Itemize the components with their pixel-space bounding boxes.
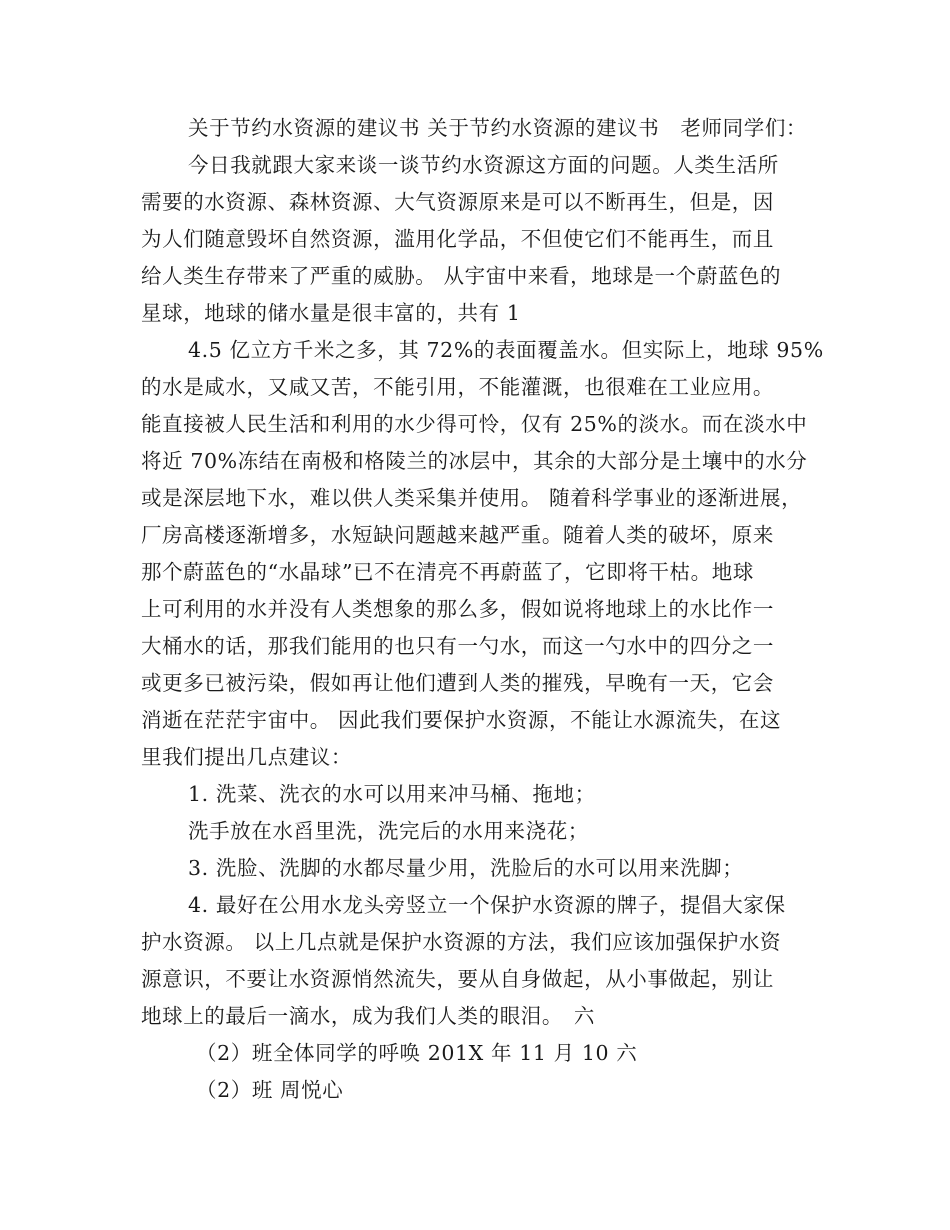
text-line: 地球上的最后一滴水，成为我们人类的眼泪。 六 (141, 1004, 595, 1028)
text-line: 4.5 亿立方千米之多，其 72%的表面覆盖水。但实际上，地球 95% (188, 338, 824, 362)
text-line: 给人类生存带来了严重的威胁。 从宇宙中来看，地球是一个蔚蓝色的 (141, 264, 782, 288)
text-line: 将近 70%冻结在南极和格陵兰的冰层中，其余的大部分是土壤中的水分 (141, 449, 808, 473)
suggestion-item-4: 4. 最好在公用水龙头旁竖立一个保护水资源的牌子，提倡大家保 (188, 893, 786, 917)
suggestion-item-2: 洗手放在水舀里洗，洗完后的水用来浇花； (188, 819, 589, 843)
text-line: 厂房高楼逐渐增多，水短缺问题越来越严重。随着人类的破坏，原来 (141, 523, 774, 547)
text-line: 或是深层地下水，难以供人类采集并使用。 随着科学事业的逐渐进展， (141, 486, 803, 510)
text-line: 上可利用的水并没有人类想象的那么多，假如说将地球上的水比作一 (141, 597, 774, 621)
text-line: 大桶水的话，那我们能用的也只有一勺水，而这一勺水中的四分之一 (141, 634, 774, 658)
signature-author: （2）班 周悦心 (196, 1078, 344, 1102)
text-line: 今日我就跟大家来谈一谈节约水资源这方面的问题。人类生活所 (188, 153, 779, 177)
text-line: 或更多已被污染，假如再让他们遭到人类的摧残，早晚有一天，它会 (141, 671, 774, 695)
text-line: 护水资源。 以上几点就是保护水资源的方法，我们应该加强保护水资 (141, 930, 782, 954)
text-line: 消逝在茫茫宇宙中。 因此我们要保护水资源，不能让水源流失，在这 (141, 708, 782, 732)
text-line: 的水是咸水，又咸又苦，不能引用，不能灌溉，也很难在工业应用。 (141, 375, 774, 399)
text-line: 那个蔚蓝色的“水晶球”已不在清亮不再蔚蓝了，它即将干枯。地球 (141, 560, 754, 584)
document-title-line: 关于节约水资源的建议书 关于节约水资源的建议书 老师同学们： (188, 116, 808, 140)
suggestion-item-1: 1. 洗菜、洗衣的水可以用来冲马桶、拖地； (188, 782, 596, 806)
text-line: 为人们随意毁坏自然资源，滥用化学品，不但使它们不能再生，而且 (141, 227, 774, 251)
text-line: 星球，地球的储水量是很丰富的，共有 1 (141, 301, 521, 325)
text-line: 里我们提出几点建议： (141, 745, 352, 769)
text-line: 能直接被人民生活和利用的水少得可怜，仅有 25%的淡水。而在淡水中 (141, 412, 808, 436)
text-line: 需要的水资源、森林资源、大气资源原来是可以不断再生，但是，因 (141, 190, 774, 214)
signature-line: （2）班全体同学的呼唤 201X 年 11 月 10 六 (196, 1041, 638, 1065)
suggestion-item-3: 3. 洗脸、洗脚的水都尽量少用，洗脸后的水可以用来洗脚； (188, 856, 744, 880)
text-line: 源意识，不要让水资源悄然流失，要从自身做起，从小事做起，别让 (141, 967, 774, 991)
